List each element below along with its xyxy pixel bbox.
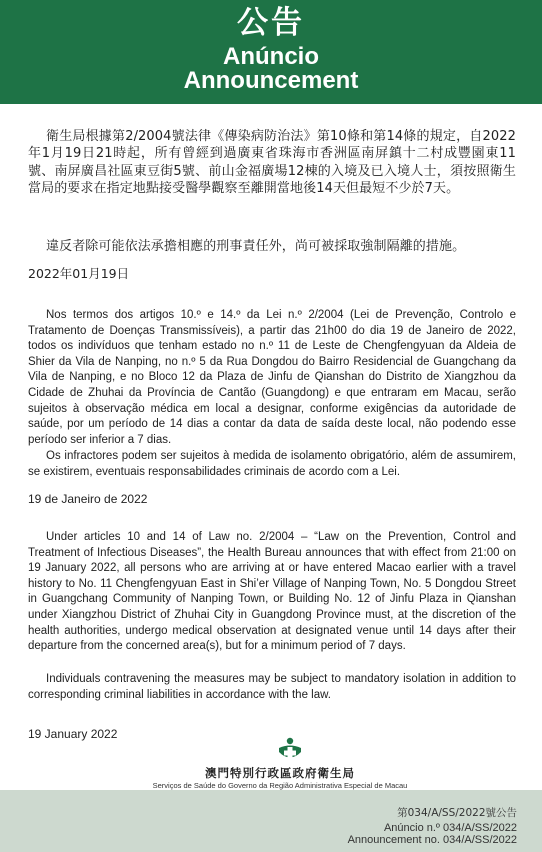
chinese-date: 2022年01月19日 (28, 266, 130, 281)
agency-name-chinese: 澳門特別行政區政府衛生局 (205, 766, 355, 780)
reference-number-english: Announcement no. 034/A/SS/2022 (347, 834, 517, 846)
english-date: 19 January 2022 (28, 727, 118, 741)
reference-footer (0, 790, 542, 852)
reference-number-chinese: 第034/A/SS/2022號公告 (397, 807, 517, 819)
title-chinese: 公告 (237, 5, 305, 41)
english-paragraph-2: Individuals contravening the measures may be subject to mandatory isolation in addition to corresponding criminal liabilities in accordance with the law. (28, 673, 516, 701)
english-paragraph-1: Under articles 10 and 14 of Law no. 2/2004 – “Law on the Prevention, Control and Treatment of Infectious Diseases”, the Health Bureau announces that with effect from 21:00 on 19 January 2022, all persons who are arriving at or have entered Macao earlier with a travel history to No. 11 Chengfengyuan East in Shi’er Village of Nanping Town, No. 5 Dongdou Street in Guangchang Community of Nanping Town, or Building No. 12 of Jinfu Plaza in Qianshan under Xiangzhou District of Zhuhai City in Guangdong Province must, at the discretion of the health authorities, undergo medical observation at designated venue until 14 days after their departure from the concerned area(s), but for a minimum period of 7 days. (28, 531, 516, 653)
announcement-header (0, 0, 542, 104)
agency-name-portuguese: Serviços de Saúde do Governo da Região Administrativa Especial de Macau (152, 781, 408, 790)
portuguese-paragraph-1: Nos termos dos artigos 10.º e 14.º da Lei n.º 2/2004 (Lei de Prevenção, Controlo e Tratamento de Doenças Transmissíveis), a partir das 21h00 do dia 19 de Janeiro de 2022, todos os indivíduos que tenham estado no n.º 11 de Leste de Chengfengyuan da Aldeia de Shier da Vila de Nanping, no n.º 5 da Rua Dongdou do Bairro Residencial de Guangchang da Vila de Nanping, e no Bloco 12 da Plaza de Jinfu de Qianshan do Distrito de Xiangzhou da Cidade de Zhuhai da Província de Cantão (Guangdong) e que entraram em Macau, serão sujeitos à observação médica em local a designar, conforme exigências da autoridade de saúde, por um período de 14 dias a contar da data de saída deste local, não podendo esse período ser inferior a 7 dias. (28, 309, 516, 446)
reference-number-portuguese: Anúncio n.º 034/A/SS/2022 (383, 822, 517, 834)
chinese-paragraph-1: 衛生局根據第2/2004號法律《傳染病防治法》第10條和第14條的規定，自2022年1月19日21時起，所有曾經到過廣東省珠海市香洲區南屏鎮十二村成豐園東11號、南屏廣昌社區東豆街5號、前山金福廣場12棟的入境及已入境人士，須按照衛生當局的要求在指定地點接受醫學觀察至離開當地後14天但最短不少於7天。 (28, 129, 516, 197)
title-portuguese: Anúncio (223, 43, 319, 70)
portuguese-paragraph-2: Os infractores podem ser sujeitos à medida de isolamento obrigatório, além de assumirem, se existirem, eventuais responsabilidades criminais de acordo com a Lei. (28, 450, 516, 478)
chinese-paragraph-2: 違反者除可能依法承擔相應的刑事責任外，尚可被採取強制隔離的措施。 (46, 239, 466, 254)
portuguese-date: 19 de Janeiro de 2022 (28, 492, 148, 506)
health-bureau-cross-logo-icon (276, 736, 304, 764)
title-english: Announcement (183, 67, 359, 94)
